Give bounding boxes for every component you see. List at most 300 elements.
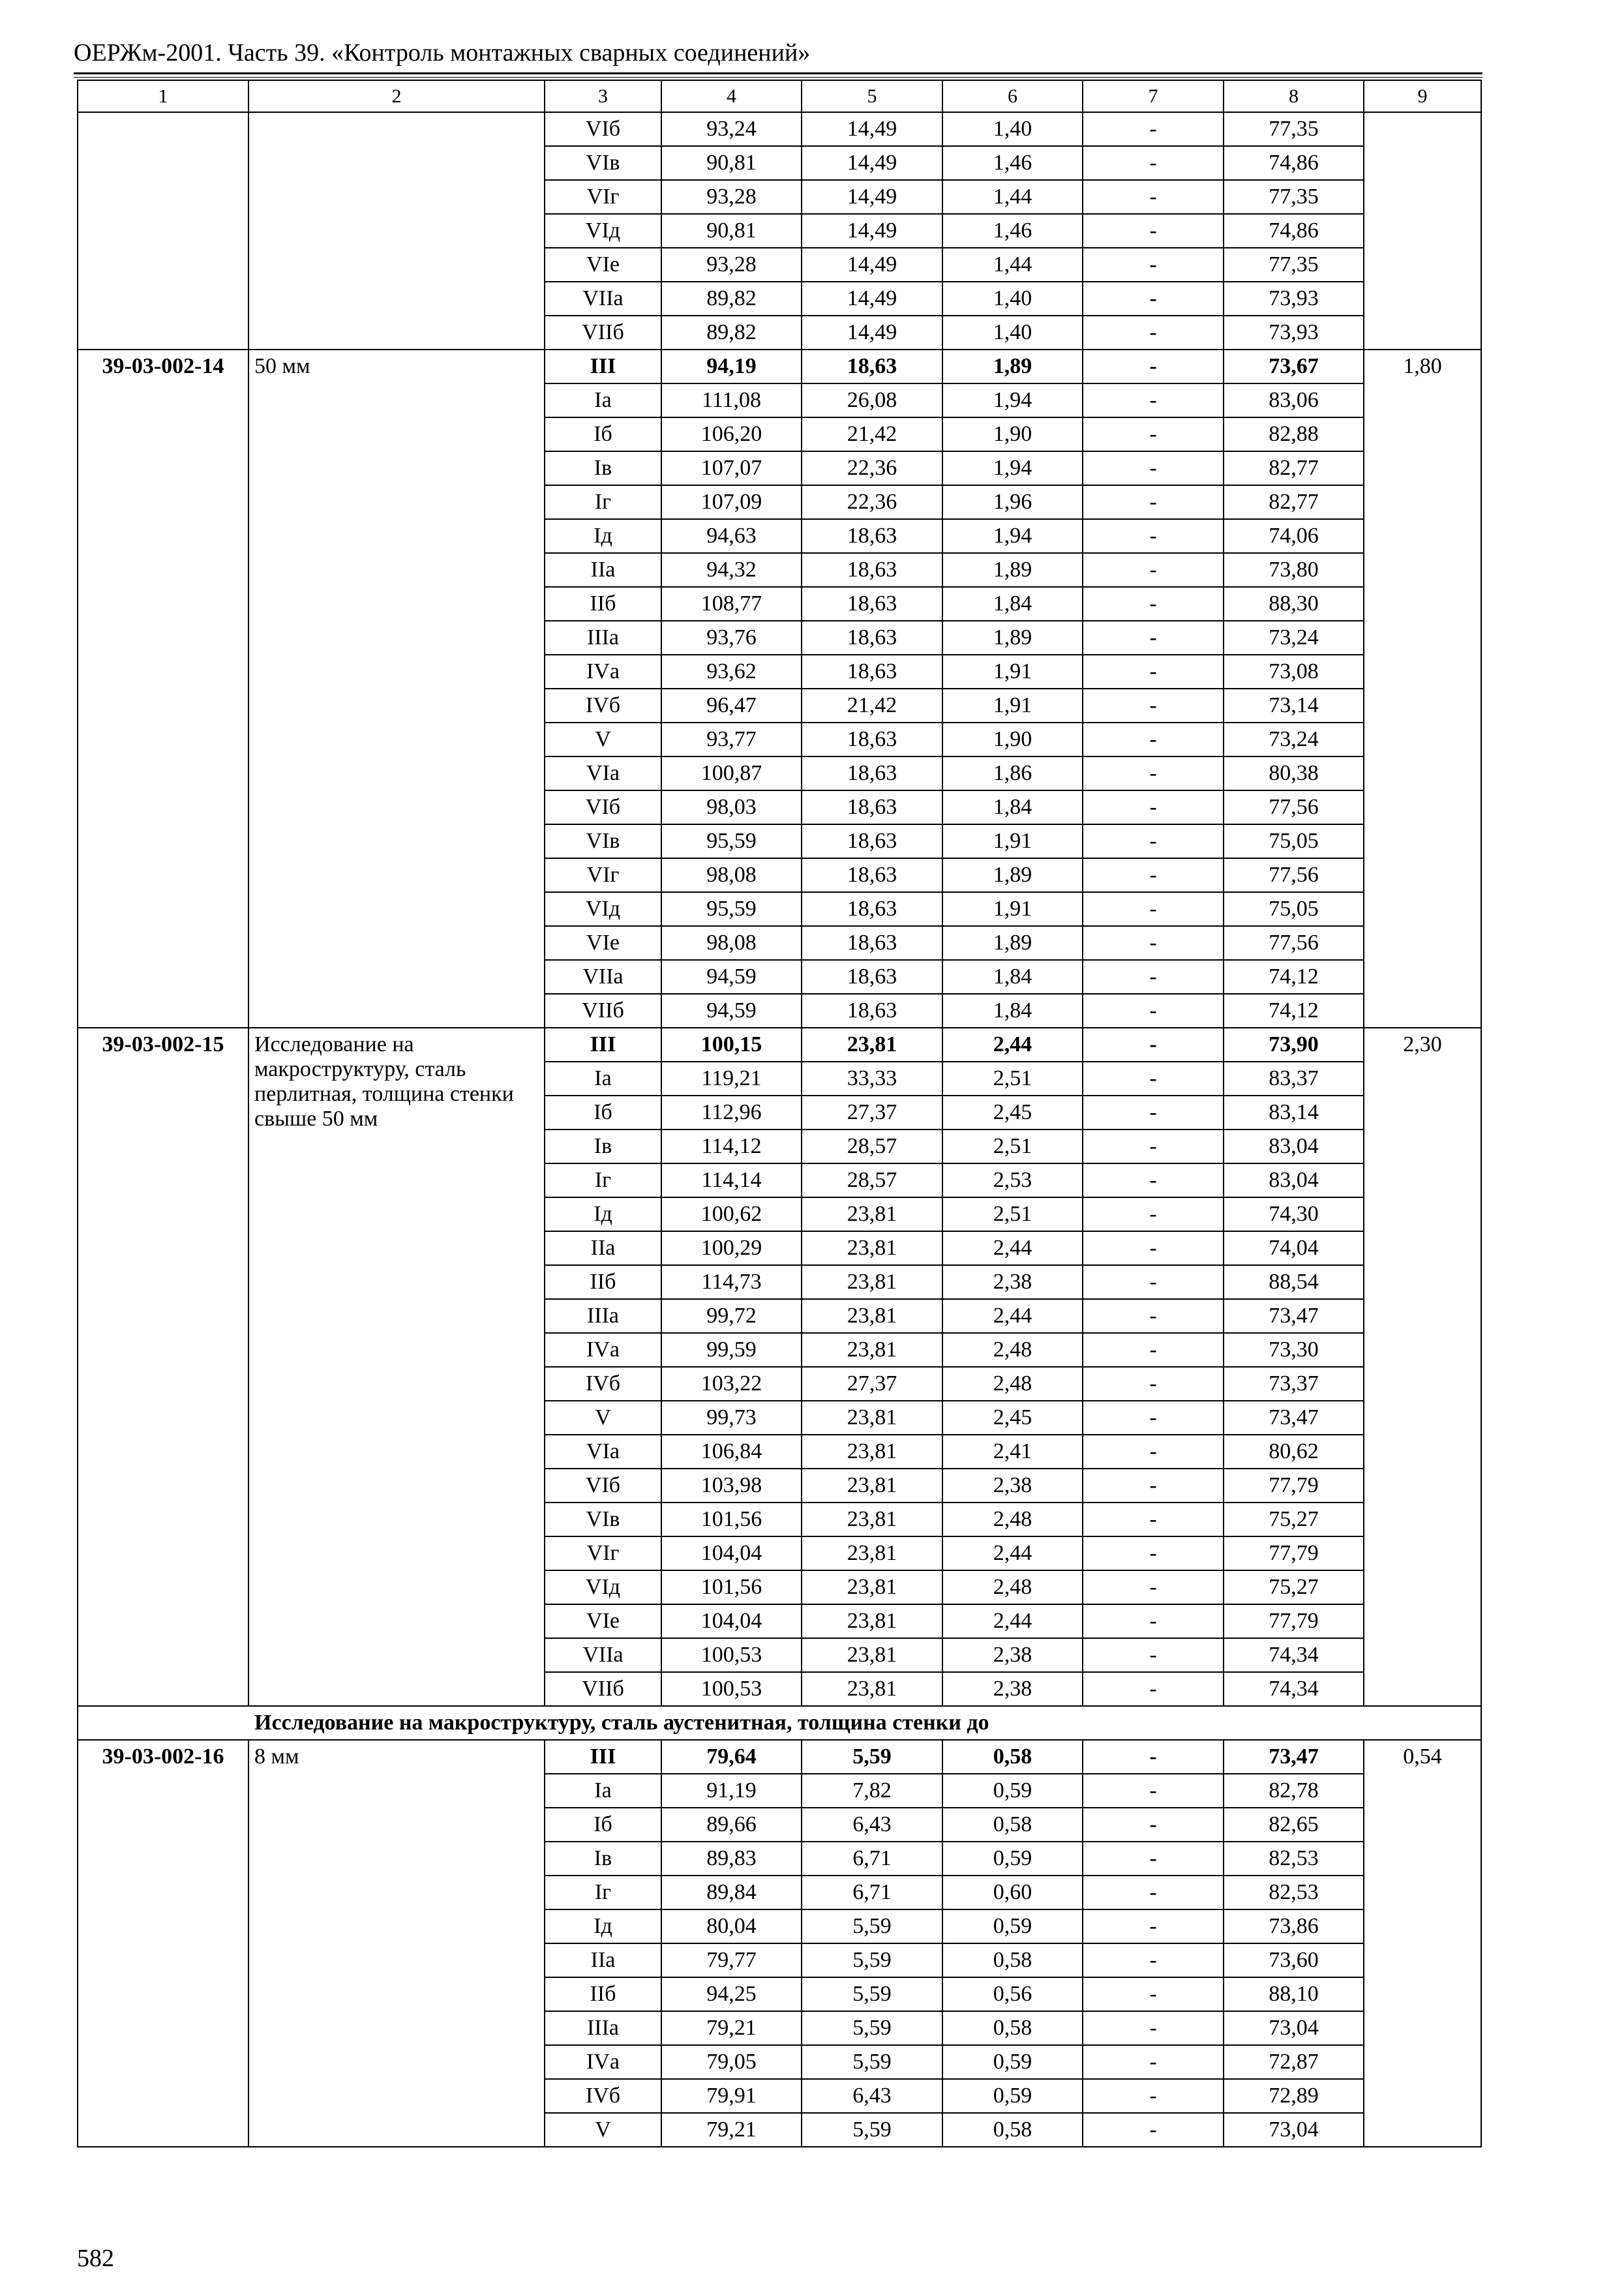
table-cell: 18,63: [802, 519, 942, 553]
table-cell: 94,32: [661, 553, 802, 587]
table-cell: 0,58: [942, 1740, 1083, 1774]
table-cell: V: [545, 2113, 661, 2147]
table-cell: 100,29: [661, 1231, 802, 1265]
table-cell: -: [1083, 655, 1224, 689]
table-cell: 100,53: [661, 1638, 802, 1672]
table-cell: 27,37: [802, 1096, 942, 1130]
table-cell: VIIа: [545, 960, 661, 994]
table-cell: Iд: [545, 519, 661, 553]
table-cell: 2,44: [942, 1536, 1083, 1570]
table-cell: VIб: [545, 112, 661, 146]
table-cell: VIIб: [545, 1672, 661, 1706]
table-cell: IIIа: [545, 621, 661, 655]
column-number-cell: 6: [942, 80, 1083, 112]
table-cell: 26,08: [802, 383, 942, 417]
page-number: 582: [77, 2245, 114, 2272]
table-cell: 2,41: [942, 1435, 1083, 1469]
table-cell: 74,34: [1224, 1672, 1364, 1706]
table-cell: -: [1083, 1604, 1224, 1638]
table-cell: -: [1083, 248, 1224, 282]
table-cell: 0,58: [942, 2011, 1083, 2045]
table-cell: -: [1083, 112, 1224, 146]
table-cell: -: [1083, 1909, 1224, 1943]
table-cell: 73,24: [1224, 723, 1364, 756]
table-cell: -: [1083, 316, 1224, 350]
column-number-cell: 1: [78, 80, 248, 112]
column-number-row: [78, 80, 1481, 112]
table-cell: -: [1083, 1367, 1224, 1401]
table-cell: 82,77: [1224, 485, 1364, 519]
table-cell: 1,94: [942, 451, 1083, 485]
table-cell: 18,63: [802, 858, 942, 892]
rate-code-cell: 39-03-002-14: [78, 350, 248, 1028]
table-row: [78, 350, 1481, 383]
table-cell: 23,81: [802, 1638, 942, 1672]
table-cell: 93,76: [661, 621, 802, 655]
table-cell: 82,53: [1224, 1876, 1364, 1909]
table-cell: 106,20: [661, 417, 802, 451]
table-cell: 75,27: [1224, 1503, 1364, 1536]
table-cell: 2,53: [942, 1163, 1083, 1197]
table-cell: -: [1083, 383, 1224, 417]
column-number-cell: 8: [1224, 80, 1364, 112]
table-cell: 77,79: [1224, 1536, 1364, 1570]
table-cell: 74,12: [1224, 960, 1364, 994]
table-cell: 73,24: [1224, 621, 1364, 655]
table-cell: 1,84: [942, 960, 1083, 994]
table-cell: 0,58: [942, 1808, 1083, 1842]
table-cell: 75,05: [1224, 824, 1364, 858]
table-cell: 100,15: [661, 1028, 802, 1062]
table-cell: -: [1083, 1943, 1224, 1977]
table-cell: 0,59: [942, 1774, 1083, 1808]
table-cell: 18,63: [802, 790, 942, 824]
table-cell: 5,59: [802, 1943, 942, 1977]
table-cell: 2,48: [942, 1570, 1083, 1604]
table-cell: 103,22: [661, 1367, 802, 1401]
table-cell: -: [1083, 1333, 1224, 1367]
table-cell: IIа: [545, 1943, 661, 1977]
table-cell: IVб: [545, 689, 661, 723]
table-cell: 98,08: [661, 858, 802, 892]
table-cell: VIIб: [545, 316, 661, 350]
table-cell: 88,30: [1224, 587, 1364, 621]
rates-table: [77, 80, 1482, 2147]
table-cell: Iа: [545, 1062, 661, 1096]
table-cell: -: [1083, 723, 1224, 756]
table-cell: 77,56: [1224, 926, 1364, 960]
table-cell: -: [1083, 1842, 1224, 1876]
table-cell: IIIа: [545, 1299, 661, 1333]
rate-value-cell: 1,80: [1364, 350, 1481, 1028]
table-cell: 0,59: [942, 1909, 1083, 1943]
table-cell: 14,49: [802, 146, 942, 180]
table-cell: -: [1083, 960, 1224, 994]
table-cell: 77,35: [1224, 112, 1364, 146]
table-cell: -: [1083, 1265, 1224, 1299]
table-cell: 2,45: [942, 1401, 1083, 1435]
table-cell: -: [1083, 146, 1224, 180]
table-cell: 23,81: [802, 1435, 942, 1469]
table-cell: 1,89: [942, 926, 1083, 960]
table-cell: 18,63: [802, 587, 942, 621]
page-header: ОЕРЖм-2001. Часть 39. «Контроль монтажных сварных соединений»: [74, 39, 811, 67]
table-cell: VIIа: [545, 1638, 661, 1672]
table-cell: 28,57: [802, 1130, 942, 1163]
rate-value-cell: 0,54: [1364, 1740, 1481, 2147]
table-cell: 73,86: [1224, 1909, 1364, 1943]
table-cell: 93,24: [661, 112, 802, 146]
table-cell: -: [1083, 994, 1224, 1028]
table-cell: 14,49: [802, 282, 942, 316]
column-number-cell: 3: [545, 80, 661, 112]
table-cell: -: [1083, 587, 1224, 621]
table-cell: -: [1083, 2045, 1224, 2079]
table-cell: 99,72: [661, 1299, 802, 1333]
table-cell: 80,04: [661, 1909, 802, 1943]
table-cell: 83,37: [1224, 1062, 1364, 1096]
header-rule: [74, 72, 1482, 74]
table-cell: -: [1083, 1028, 1224, 1062]
table-cell: 14,49: [802, 214, 942, 248]
table-cell: 23,81: [802, 1333, 942, 1367]
table-cell: -: [1083, 1638, 1224, 1672]
column-number-cell: 4: [661, 80, 802, 112]
table-cell: 94,19: [661, 350, 802, 383]
table-cell: 23,81: [802, 1503, 942, 1536]
table-cell: 73,67: [1224, 350, 1364, 383]
table-cell: -: [1083, 350, 1224, 383]
table-cell: 1,89: [942, 553, 1083, 587]
table-cell: 18,63: [802, 926, 942, 960]
table-cell: -: [1083, 1536, 1224, 1570]
table-cell: -: [1083, 1469, 1224, 1503]
table-cell: VIг: [545, 180, 661, 214]
table-cell: 0,59: [942, 2045, 1083, 2079]
table-cell: IIа: [545, 553, 661, 587]
table-cell: 2,51: [942, 1130, 1083, 1163]
table-cell: 73,04: [1224, 2011, 1364, 2045]
table-cell: 82,65: [1224, 1808, 1364, 1842]
table-cell: -: [1083, 519, 1224, 553]
table-cell: 21,42: [802, 689, 942, 723]
table-cell: VIв: [545, 146, 661, 180]
table-cell: 28,57: [802, 1163, 942, 1197]
table-cell: VIд: [545, 892, 661, 926]
table-row: [78, 1028, 1481, 1062]
table-cell: 79,91: [661, 2079, 802, 2113]
table-cell: -: [1083, 689, 1224, 723]
table-cell: -: [1083, 1062, 1224, 1096]
table-cell: 73,93: [1224, 316, 1364, 350]
table-cell: 112,96: [661, 1096, 802, 1130]
table-cell: 89,82: [661, 316, 802, 350]
table-cell: 23,81: [802, 1028, 942, 1062]
table-cell: 14,49: [802, 316, 942, 350]
table-cell: 1,90: [942, 417, 1083, 451]
table-cell: 114,14: [661, 1163, 802, 1197]
table-cell: 74,06: [1224, 519, 1364, 553]
table-cell: 114,12: [661, 1130, 802, 1163]
table-cell: 104,04: [661, 1536, 802, 1570]
table-cell: 77,79: [1224, 1604, 1364, 1638]
table-cell: 1,91: [942, 824, 1083, 858]
table-cell: 23,81: [802, 1265, 942, 1299]
table-cell: 90,81: [661, 214, 802, 248]
table-cell: 1,84: [942, 790, 1083, 824]
table-cell: 23,81: [802, 1231, 942, 1265]
table-cell: 5,59: [802, 1740, 942, 1774]
table-cell: 2,48: [942, 1367, 1083, 1401]
table-cell: -: [1083, 1570, 1224, 1604]
table-cell: 2,45: [942, 1096, 1083, 1130]
table-cell: 101,56: [661, 1570, 802, 1604]
table-cell: -: [1083, 1672, 1224, 1706]
table-cell: 14,49: [802, 248, 942, 282]
table-cell: 107,07: [661, 451, 802, 485]
table-cell: -: [1083, 485, 1224, 519]
table-cell: Iв: [545, 1842, 661, 1876]
table-cell: -: [1083, 1977, 1224, 2011]
table-cell: 1,94: [942, 519, 1083, 553]
table-cell: 79,21: [661, 2113, 802, 2147]
table-cell: 75,27: [1224, 1570, 1364, 1604]
table-cell: 73,47: [1224, 1401, 1364, 1435]
table-cell: -: [1083, 1503, 1224, 1536]
table-cell: 75,05: [1224, 892, 1364, 926]
table-cell: 18,63: [802, 655, 942, 689]
table-cell: 18,63: [802, 892, 942, 926]
table-cell: 82,53: [1224, 1842, 1364, 1876]
table-cell: Iг: [545, 485, 661, 519]
table-cell: 94,63: [661, 519, 802, 553]
table-cell: 2,44: [942, 1299, 1083, 1333]
rate-description-cell: Исследование на макроструктуру, сталь перлитная, толщина стенки свыше 50 мм: [248, 1028, 545, 1706]
table-cell: VIа: [545, 1435, 661, 1469]
table-cell: 1,91: [942, 655, 1083, 689]
table-cell: 107,09: [661, 485, 802, 519]
section-heading-row: [78, 1706, 1481, 1740]
table-cell: Iд: [545, 1197, 661, 1231]
table-cell: 111,08: [661, 383, 802, 417]
table-cell: 74,86: [1224, 214, 1364, 248]
table-cell: Iб: [545, 1808, 661, 1842]
table-cell: IVа: [545, 655, 661, 689]
table-cell: 1,44: [942, 248, 1083, 282]
table-cell: 7,82: [802, 1774, 942, 1808]
table-cell: 114,73: [661, 1265, 802, 1299]
table-cell: -: [1083, 553, 1224, 587]
table-cell: -: [1083, 180, 1224, 214]
table-cell: 93,28: [661, 180, 802, 214]
table-cell: 91,19: [661, 1774, 802, 1808]
table-cell: 23,81: [802, 1604, 942, 1638]
table-cell: 2,48: [942, 1333, 1083, 1367]
table-cell: 89,84: [661, 1876, 802, 1909]
table-cell: Iв: [545, 451, 661, 485]
table-cell: 0,58: [942, 2113, 1083, 2147]
table-cell: -: [1083, 1876, 1224, 1909]
table-cell: 23,81: [802, 1197, 942, 1231]
table-cell: 73,37: [1224, 1367, 1364, 1401]
table-cell: 6,71: [802, 1876, 942, 1909]
table-cell: 5,59: [802, 1977, 942, 2011]
table-cell: -: [1083, 1163, 1224, 1197]
table-cell: 88,10: [1224, 1977, 1364, 2011]
table-cell: 83,04: [1224, 1163, 1364, 1197]
table-cell: III: [545, 1028, 661, 1062]
table-cell: Iг: [545, 1163, 661, 1197]
table-cell: -: [1083, 1435, 1224, 1469]
table-cell: 0,59: [942, 2079, 1083, 2113]
table-cell: 79,77: [661, 1943, 802, 1977]
table-cell: 0,58: [942, 1943, 1083, 1977]
table-cell: 1,40: [942, 316, 1083, 350]
table-cell: 1,89: [942, 621, 1083, 655]
table-cell: 1,91: [942, 892, 1083, 926]
table-cell: 5,59: [802, 2045, 942, 2079]
table-cell: -: [1083, 892, 1224, 926]
table-cell: -: [1083, 1401, 1224, 1435]
table-cell: 1,89: [942, 858, 1083, 892]
table-cell: 6,43: [802, 2079, 942, 2113]
table-cell: 94,25: [661, 1977, 802, 2011]
table-cell: VIе: [545, 1604, 661, 1638]
table-cell: 119,21: [661, 1062, 802, 1096]
table-cell: 82,77: [1224, 451, 1364, 485]
table-cell: 2,44: [942, 1231, 1083, 1265]
table-cell: 77,56: [1224, 858, 1364, 892]
table-cell: 2,38: [942, 1469, 1083, 1503]
table-cell: 74,34: [1224, 1638, 1364, 1672]
table-cell: 5,59: [802, 1909, 942, 1943]
table-cell: IIIа: [545, 2011, 661, 2045]
table-cell: 79,05: [661, 2045, 802, 2079]
table-cell: 98,03: [661, 790, 802, 824]
table-cell: -: [1083, 451, 1224, 485]
table-cell: 23,81: [802, 1672, 942, 1706]
table-cell: -: [1083, 756, 1224, 790]
table-cell: -: [1083, 1130, 1224, 1163]
table-cell: 74,86: [1224, 146, 1364, 180]
table-cell: 1,91: [942, 689, 1083, 723]
table-cell: -: [1083, 214, 1224, 248]
table-cell: 73,60: [1224, 1943, 1364, 1977]
table-cell: IIб: [545, 587, 661, 621]
table-cell: 5,59: [802, 2011, 942, 2045]
table-cell: IIа: [545, 1231, 661, 1265]
table-cell: -: [1083, 2011, 1224, 2045]
table-cell: -: [1083, 1096, 1224, 1130]
table-cell: 14,49: [802, 180, 942, 214]
table-cell: 89,82: [661, 282, 802, 316]
table-cell: 104,04: [661, 1604, 802, 1638]
table-cell: 89,66: [661, 1808, 802, 1842]
table-cell: -: [1083, 858, 1224, 892]
table-cell: 23,81: [802, 1536, 942, 1570]
continuation-rate-cell: [1364, 112, 1481, 350]
table-cell: 83,04: [1224, 1130, 1364, 1163]
table-cell: 95,59: [661, 824, 802, 858]
table-cell: 106,84: [661, 1435, 802, 1469]
table-cell: -: [1083, 1197, 1224, 1231]
table-cell: 94,59: [661, 994, 802, 1028]
table-cell: VIв: [545, 824, 661, 858]
table-cell: -: [1083, 417, 1224, 451]
table-cell: 23,81: [802, 1570, 942, 1604]
table-cell: 22,36: [802, 485, 942, 519]
table-cell: 21,42: [802, 417, 942, 451]
table-cell: 18,63: [802, 723, 942, 756]
table-cell: III: [545, 1740, 661, 1774]
table-cell: 6,71: [802, 1842, 942, 1876]
table-cell: IIб: [545, 1265, 661, 1299]
table-cell: -: [1083, 1740, 1224, 1774]
table-cell: 73,08: [1224, 655, 1364, 689]
table-cell: 74,30: [1224, 1197, 1364, 1231]
continuation-desc-cell: [248, 112, 545, 350]
table-cell: 77,79: [1224, 1469, 1364, 1503]
table-cell: 88,54: [1224, 1265, 1364, 1299]
table-cell: 77,35: [1224, 180, 1364, 214]
table-cell: 73,47: [1224, 1740, 1364, 1774]
table-cell: -: [1083, 1299, 1224, 1333]
table-cell: VIб: [545, 790, 661, 824]
table-cell: 1,46: [942, 146, 1083, 180]
table-cell: IVб: [545, 1367, 661, 1401]
table-cell: -: [1083, 621, 1224, 655]
table-cell: VIе: [545, 926, 661, 960]
table-cell: 103,98: [661, 1469, 802, 1503]
table-row: [78, 1740, 1481, 1774]
table-cell: 73,93: [1224, 282, 1364, 316]
table-cell: 98,08: [661, 926, 802, 960]
table-cell: 1,96: [942, 485, 1083, 519]
table-cell: 108,77: [661, 587, 802, 621]
column-number-cell: 7: [1083, 80, 1224, 112]
table-cell: 0,59: [942, 1842, 1083, 1876]
table-cell: 77,56: [1224, 790, 1364, 824]
table-cell: 72,89: [1224, 2079, 1364, 2113]
table-cell: 18,63: [802, 960, 942, 994]
table-cell: Iб: [545, 417, 661, 451]
table-cell: 73,90: [1224, 1028, 1364, 1062]
table-cell: 1,89: [942, 350, 1083, 383]
table-cell: VIа: [545, 756, 661, 790]
table-cell: 18,63: [802, 994, 942, 1028]
table-cell: 1,40: [942, 282, 1083, 316]
table-cell: 99,59: [661, 1333, 802, 1367]
table-cell: 2,38: [942, 1265, 1083, 1299]
table-cell: 94,59: [661, 960, 802, 994]
table-cell: 90,81: [661, 146, 802, 180]
column-number-cell: 9: [1364, 80, 1481, 112]
table-cell: III: [545, 350, 661, 383]
table-cell: 80,38: [1224, 756, 1364, 790]
table-cell: 83,14: [1224, 1096, 1364, 1130]
rate-code-cell: 39-03-002-15: [78, 1028, 248, 1706]
table-cell: 93,62: [661, 655, 802, 689]
table-cell: V: [545, 1401, 661, 1435]
header-rule-thin: [74, 77, 1482, 78]
table-cell: 2,51: [942, 1197, 1083, 1231]
table-cell: 95,59: [661, 892, 802, 926]
table-cell: 1,86: [942, 756, 1083, 790]
table-cell: 14,49: [802, 112, 942, 146]
table-cell: 82,88: [1224, 417, 1364, 451]
table-cell: 2,44: [942, 1604, 1083, 1638]
table-cell: 79,64: [661, 1740, 802, 1774]
